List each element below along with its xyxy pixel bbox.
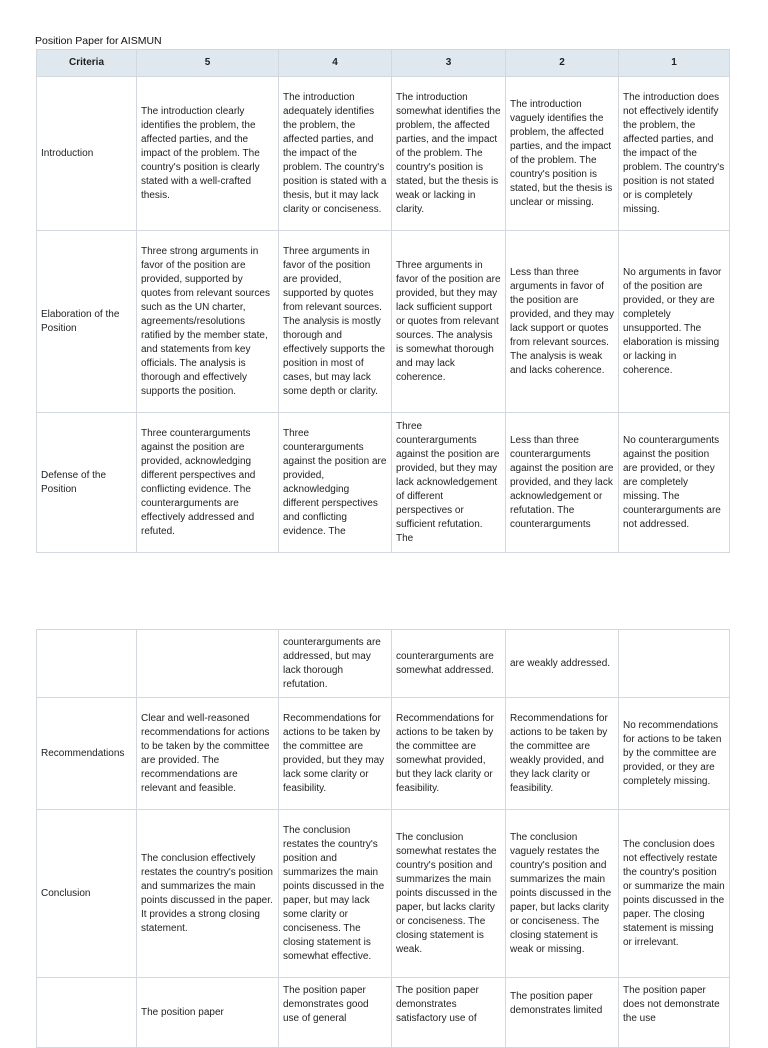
- row-elaboration: [37, 231, 730, 413]
- score-4-cell: The position paper demonstrates good use of general: [279, 978, 392, 1048]
- score-3-cell: Recommendations for actions to be taken by the committee are somewhat provided, but they lack clarity or feasibility.: [392, 698, 506, 810]
- score-5-cell: The introduction clearly identifies the problem, the affected parties, and the impact of the problem. The country's position is clearly stated with a well-crafted thesis.: [137, 77, 279, 231]
- score-2-cell: are weakly addressed.: [506, 630, 619, 698]
- score-2-cell: The position paper demonstrates limited: [506, 978, 619, 1048]
- criteria-cell: Defense of the Position: [37, 413, 137, 553]
- score-5-cell: Three strong arguments in favor of the position are provided, supported by quotes from relevant sources such as the UN charter, agreements/resolutions ratified by the member state, and statements from key officials. The analysis is thorough and effectively supports the position.: [137, 231, 279, 413]
- criteria-cell: Recommendations: [37, 698, 137, 810]
- score-3-cell: The conclusion somewhat restates the country's position and summarizes the main points discussed in the paper, but lacks clarity or conciseness. The closing statement is weak.: [392, 810, 506, 978]
- score-2-cell: Less than three counterarguments against the position are provided, and they lack acknowledgement or refutation. The counterarguments: [506, 413, 619, 553]
- score-5-cell: The conclusion effectively restates the country's position and summarizes the main points discussed in the paper. It provides a strong closing statement.: [137, 810, 279, 978]
- header-score-4: 4: [279, 50, 392, 77]
- rubric-table-page-2: [36, 629, 730, 1048]
- criteria-cell: Conclusion: [37, 810, 137, 978]
- row-defense-continued: [37, 630, 730, 698]
- header-score-1: 1: [619, 50, 730, 77]
- row-introduction: [37, 77, 730, 231]
- header-row: [37, 50, 730, 77]
- header-score-5: 5: [137, 50, 279, 77]
- score-1-cell: No arguments in favor of the position are provided, or they are completely unsupported. The elaboration is missing or lacking in coherence.: [619, 231, 730, 413]
- rubric-table-page-1: [36, 49, 730, 553]
- row-defense: [37, 413, 730, 553]
- score-3-cell: Three arguments in favor of the position are provided, but they may lack sufficient support or quotes from relevant sources. The analysis is somewhat thorough and may lack coherence.: [392, 231, 506, 413]
- score-1-cell: The conclusion does not effectively restate the country's position or summarize the main points discussed in the paper. The closing statement is missing or irrelevant.: [619, 810, 730, 978]
- score-5-cell: [137, 630, 279, 698]
- score-4-cell: Recommendations for actions to be taken by the committee are provided, but they may lack some clarity or feasibility.: [279, 698, 392, 810]
- score-2-cell: The conclusion vaguely restates the country's position and summarizes the main points discussed in the paper, but lacks clarity or conciseness. The closing statement is weak or missing.: [506, 810, 619, 978]
- score-2-cell: Recommendations for actions to be taken by the committee are weakly provided, and they lack clarity or feasibility.: [506, 698, 619, 810]
- score-4-cell: Three arguments in favor of the position are provided, supported by quotes from relevant sources. The analysis is mostly thorough and effectively supports the position in most of cases, but may lack some depth or clarity.: [279, 231, 392, 413]
- row-conclusion: [37, 810, 730, 978]
- criteria-cell: [37, 630, 137, 698]
- score-5-cell: The position paper: [137, 978, 279, 1048]
- row-recommendations: [37, 698, 730, 810]
- score-1-cell: The position paper does not demonstrate the use: [619, 978, 730, 1048]
- header-score-3: 3: [392, 50, 506, 77]
- score-3-cell: counterarguments are somewhat addressed.: [392, 630, 506, 698]
- score-5-cell: Three counterarguments against the position are provided, acknowledging different perspectives and conflicting evidence. The counterarguments are effectively addressed and refuted.: [137, 413, 279, 553]
- score-4-cell: The introduction adequately identifies the problem, the affected parties, and the impact of the problem. The country's position is stated with a thesis, but it may lack clarity or conciseness.: [279, 77, 392, 231]
- header-criteria: Criteria: [37, 50, 137, 77]
- criteria-cell: [37, 978, 137, 1048]
- document-title: Position Paper for AISMUN: [35, 35, 162, 47]
- score-2-cell: The introduction vaguely identifies the problem, the affected parties, and the impact of the problem. The country's position is stated, but the thesis is unclear or missing.: [506, 77, 619, 231]
- score-4-cell: counterarguments are addressed, but may lack thorough refutation.: [279, 630, 392, 698]
- score-1-cell: No recommendations for actions to be taken by the committee are provided, or they are completely missing.: [619, 698, 730, 810]
- criteria-cell: Introduction: [37, 77, 137, 231]
- score-3-cell: Three counterarguments against the position are provided, but they may lack acknowledgement of different perspectives or sufficient refutation. The: [392, 413, 506, 553]
- score-1-cell: No counterarguments against the position are provided, or they are completely missing. The counterarguments are not addressed.: [619, 413, 730, 553]
- criteria-cell: Elaboration of the Position: [37, 231, 137, 413]
- header-score-2: 2: [506, 50, 619, 77]
- score-4-cell: The conclusion restates the country's position and summarizes the main points discussed in the paper, but may lack some clarity or conciseness. The closing statement is somewhat effective.: [279, 810, 392, 978]
- score-3-cell: The introduction somewhat identifies the problem, the affected parties, and the impact of the problem. The country's position is stated, but the thesis is weak or lacking in clarity.: [392, 77, 506, 231]
- score-1-cell: The introduction does not effectively identify the problem, the affected parties, and the impact of the problem. The country's position is not stated or is completely missing.: [619, 77, 730, 231]
- score-5-cell: Clear and well-reasoned recommendations for actions to be taken by the committee are provided. The recommendations are relevant and feasible.: [137, 698, 279, 810]
- score-1-cell: [619, 630, 730, 698]
- row-language: [37, 978, 730, 1048]
- score-3-cell: The position paper demonstrates satisfactory use of: [392, 978, 506, 1048]
- score-4-cell: Three counterarguments against the position are provided, acknowledging different perspectives and conflicting evidence. The: [279, 413, 392, 553]
- score-2-cell: Less than three arguments in favor of the position are provided, and they may lack support or quotes from relevant sources. The analysis is weak and lacks coherence.: [506, 231, 619, 413]
